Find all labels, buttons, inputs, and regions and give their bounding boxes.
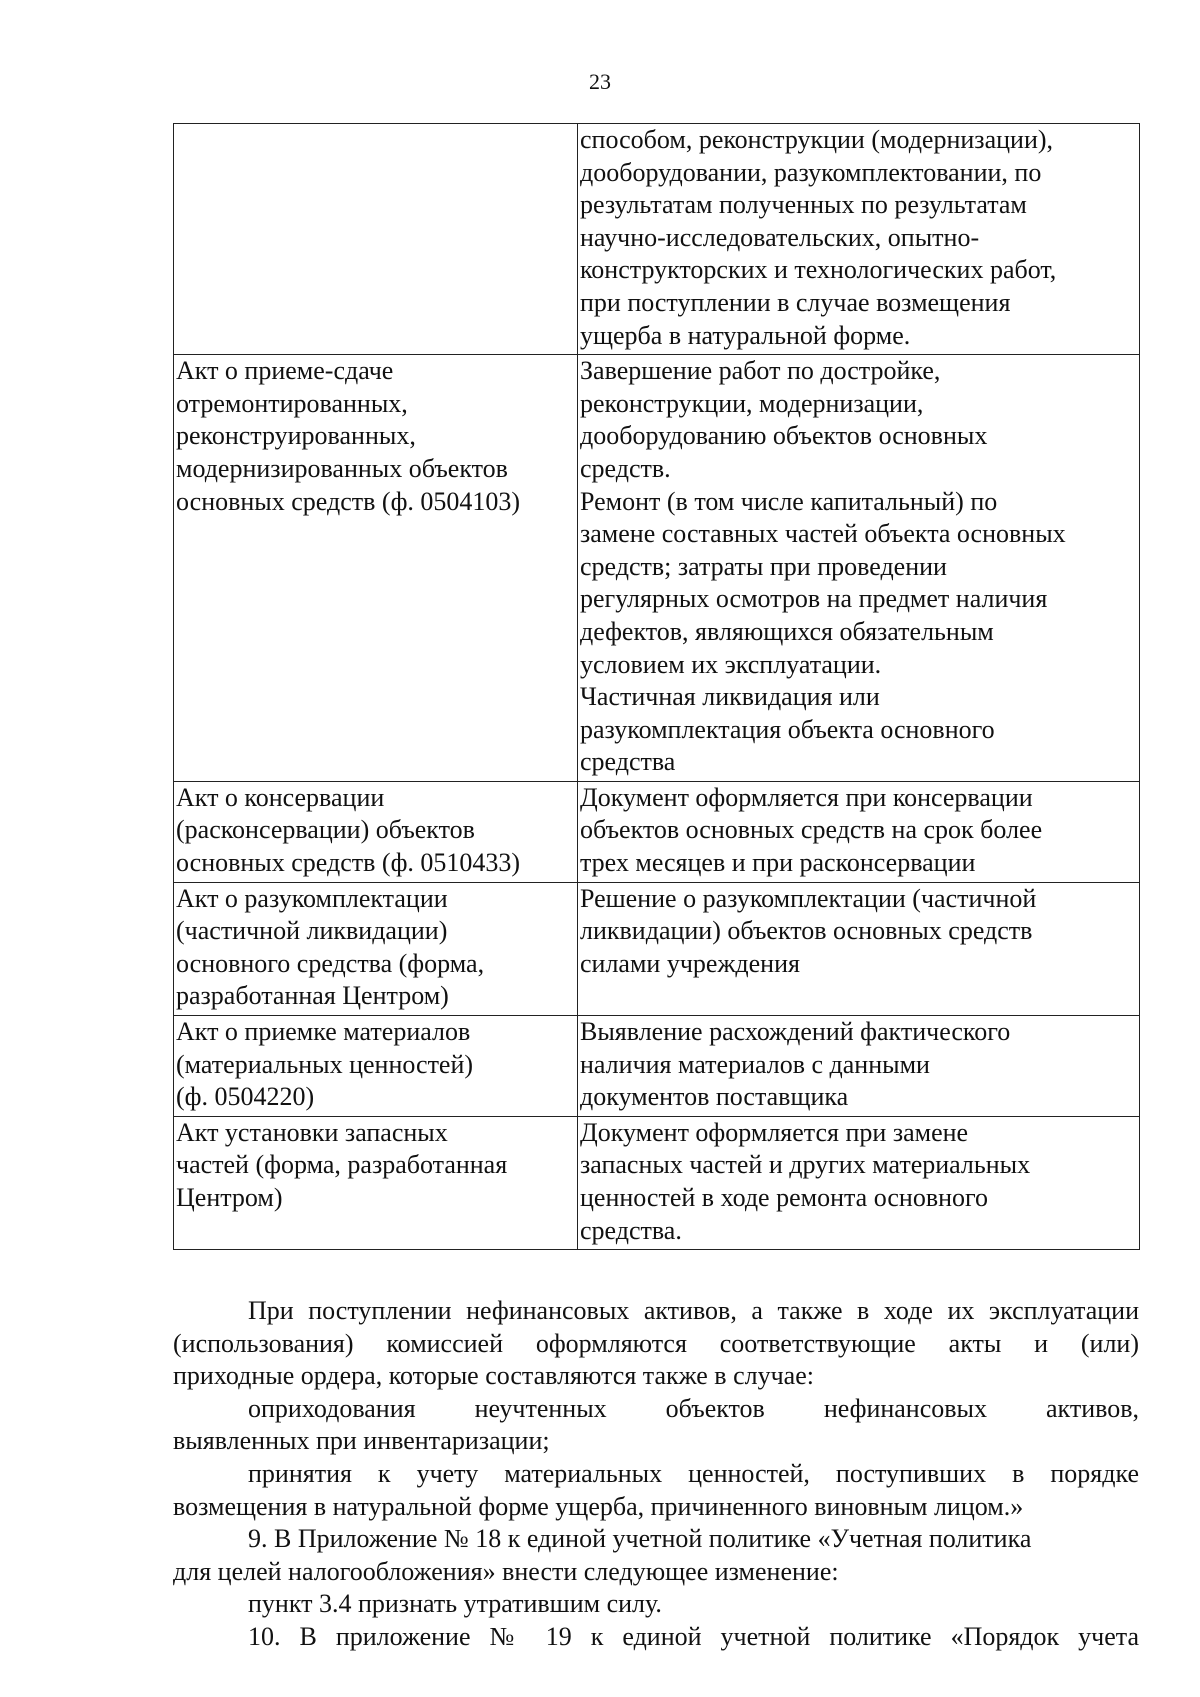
cell-line: (расконсервации) объектов — [176, 815, 475, 845]
cell-line: ликвидации) объектов основных средств — [580, 916, 1033, 946]
paragraph-line: оприходования неучтенных объектов нефинансовых активов, — [248, 1393, 1139, 1423]
cell-line: силами учреждения — [580, 948, 800, 978]
cell-line: Частичная ликвидация или — [580, 682, 880, 712]
table-row — [174, 781, 1140, 882]
description-cell — [578, 355, 1140, 782]
cell-line: при поступлении в случае возмещения — [580, 287, 1011, 317]
cell-line: дефектов, являющихся обязательным — [580, 616, 994, 646]
paragraph-line: возмещения в натуральной форме ущерба, причиненного виновным лицом.» — [173, 1491, 1024, 1521]
cell-line: условием их эксплуатации. — [580, 649, 882, 679]
cell-line: разработанная Центром) — [176, 981, 449, 1011]
cell-line: основных средств (ф. 0504103) — [176, 486, 521, 516]
cell-line: Акт о консервации — [176, 782, 385, 812]
cell-line: основных средств (ф. 0510433) — [176, 848, 521, 878]
paragraph-line: При поступлении нефинансовых активов, а также в ходе их эксплуатации — [248, 1296, 1139, 1325]
description-cell — [578, 1016, 1140, 1117]
paragraph-line: пункт 3.4 признать утратившим силу. — [248, 1589, 662, 1619]
cell-line: способом, реконструкции (модернизации), — [580, 125, 1054, 154]
page-number: 23 — [589, 69, 611, 94]
cell-line: Акт о разукомплектации — [176, 883, 448, 913]
paragraph-line: (использования) комиссией оформляются соответствующие акты и (или) — [173, 1328, 1139, 1358]
cell-line: средств; затраты при проведении — [580, 551, 947, 581]
cell-line: частей (форма, разработанная — [176, 1150, 508, 1180]
documents-table — [173, 123, 1140, 1250]
cell-line: дооборудованию объектов основных — [580, 421, 988, 451]
document-cell — [174, 124, 578, 355]
document-cell — [174, 781, 578, 882]
cell-line: Центром) — [176, 1183, 283, 1212]
cell-line: отремонтированных, — [176, 388, 408, 418]
document-cell — [174, 355, 578, 782]
cell-line: наличия материалов с данными — [580, 1049, 930, 1079]
paragraph-line: 10. В приложение № 19 к единой учетной политике «Порядок учета — [248, 1621, 1139, 1651]
cell-line: Документ оформляется при консервации — [580, 782, 1033, 812]
cell-line: объектов основных средств на срок более — [580, 815, 1043, 845]
paragraph — [173, 1621, 1139, 1654]
description-cell — [578, 1116, 1140, 1249]
cell-line: разукомплектация объекта основного — [580, 714, 995, 744]
cell-line: ценностей в ходе ремонта основного — [580, 1183, 989, 1212]
cell-line: основного средства (форма, — [176, 948, 485, 978]
paragraph — [173, 1393, 1139, 1458]
table-row — [174, 882, 1140, 1015]
cell-line: регулярных осмотров на предмет наличия — [580, 584, 1048, 614]
cell-line: Выявление расхождений фактического — [580, 1017, 1011, 1047]
cell-line: ущерба в натуральной форме. — [580, 320, 911, 350]
cell-line: (ф. 0504220) — [176, 1082, 315, 1112]
cell-line: конструкторских и технологических работ, — [580, 255, 1057, 285]
paragraph — [173, 1458, 1139, 1523]
cell-line: Документ оформляется при замене — [580, 1117, 969, 1147]
cell-line: средств. — [580, 453, 671, 483]
description-cell — [578, 882, 1140, 1015]
cell-line: дооборудовании, разукомплектовании, по — [580, 157, 1042, 187]
cell-line: научно-исследовательских, опытно- — [580, 222, 980, 252]
cell-line: средства. — [580, 1215, 682, 1245]
table-row — [174, 124, 1140, 355]
cell-line: Решение о разукомплектации (частичной — [580, 883, 1037, 913]
cell-line: средства — [580, 747, 676, 777]
cell-line: Акт о приеме-сдаче — [176, 356, 394, 386]
description-cell — [578, 781, 1140, 882]
paragraph-line: принятия к учету материальных ценностей, поступивших в порядке — [248, 1458, 1139, 1488]
document-cell — [174, 882, 578, 1015]
cell-line: запасных частей и других материальных — [580, 1150, 1031, 1180]
cell-line: реконструированных, — [176, 421, 416, 451]
description-cell — [578, 124, 1140, 355]
paragraph — [173, 1523, 1139, 1588]
table-row — [174, 1116, 1140, 1249]
paragraph-line: 9. В Приложение № 18 к единой учетной политике «Учетная политика — [248, 1524, 1032, 1554]
paragraph-line: приходные ордера, которые составляются также в случае: — [173, 1361, 814, 1391]
cell-line: модернизированных объектов — [176, 453, 508, 483]
cell-line: Акт установки запасных — [176, 1117, 448, 1147]
body-text — [173, 1295, 1139, 1654]
cell-line: Завершение работ по достройке, — [580, 356, 941, 386]
cell-line: (частичной ликвидации) — [176, 916, 448, 946]
document-cell — [174, 1016, 578, 1117]
cell-line: результатам полученных по результатам — [580, 190, 1027, 220]
paragraph — [173, 1295, 1139, 1393]
cell-line: Ремонт (в том числе капитальный) по — [580, 486, 998, 516]
cell-line: документов поставщика — [580, 1082, 849, 1112]
paragraph — [173, 1588, 1139, 1621]
cell-line: замене составных частей объекта основных — [580, 519, 1066, 549]
cell-line: Акт о приемке материалов — [176, 1017, 471, 1047]
cell-line: трех месяцев и при расконсервации — [580, 848, 976, 878]
table-row — [174, 1016, 1140, 1117]
table-row — [174, 355, 1140, 782]
cell-line: реконструкции, модернизации, — [580, 388, 924, 418]
document-cell — [174, 1116, 578, 1249]
paragraph-line: выявленных при инвентаризации; — [173, 1426, 550, 1456]
cell-line: (материальных ценностей) — [176, 1049, 474, 1079]
paragraph-line: для целей налогообложения» внести следующее изменение: — [173, 1556, 839, 1586]
